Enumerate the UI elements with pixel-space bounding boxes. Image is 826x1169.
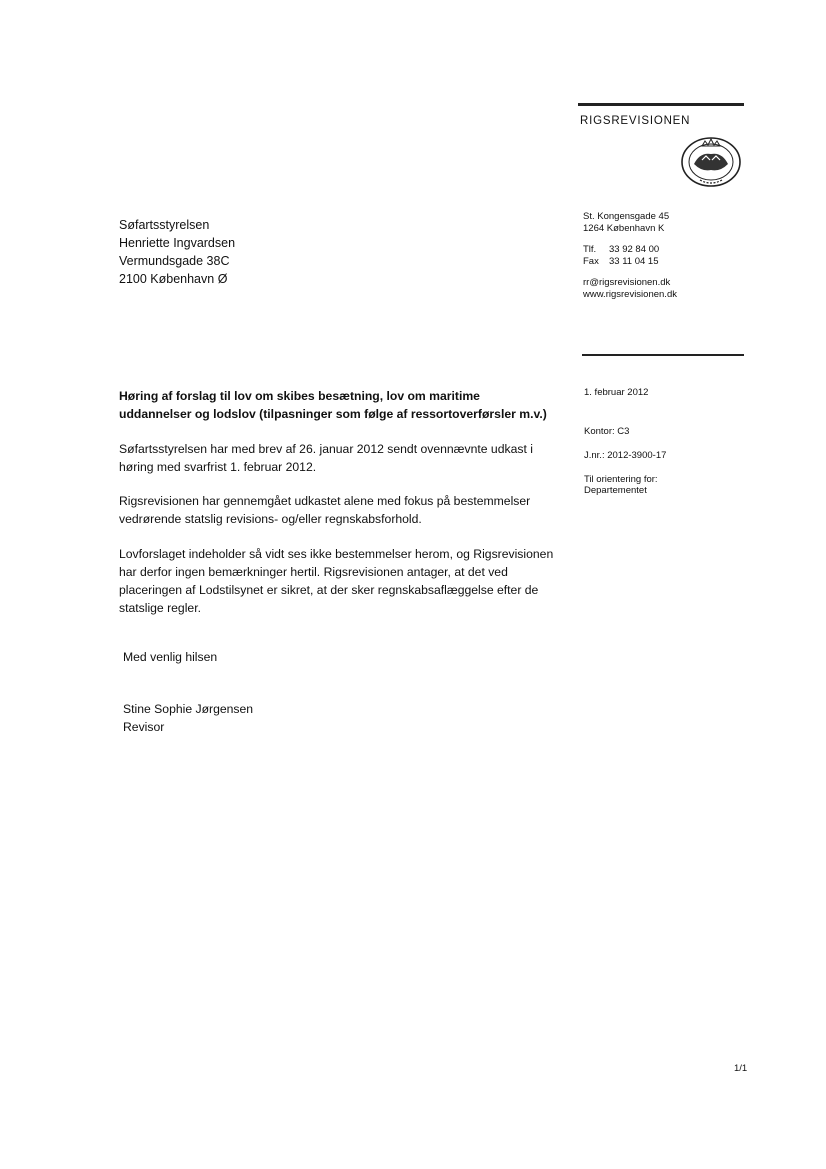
recipient-contact-person: Henriette Ingvardsen	[119, 236, 236, 250]
sender-email: rr@rigsrevisionen.dk	[583, 277, 671, 288]
cc-recipient: Departementet	[584, 485, 647, 496]
sender-postal: 1264 København K	[583, 222, 665, 234]
letterhead-top-rule	[578, 103, 744, 106]
letter-metadata	[584, 387, 666, 496]
sender-street: St. Kongensgade 45	[583, 211, 670, 222]
signer-title: Revisor	[123, 720, 165, 734]
divider-rule	[582, 354, 744, 356]
fax-number: 33 11 04 15	[609, 255, 659, 267]
journal-number: J.nr.: 2012-3900-17	[584, 450, 667, 461]
page-number: 1/1	[734, 1063, 748, 1074]
sender-contact-block	[583, 211, 677, 300]
phone-number: 33 92 84 00	[609, 244, 660, 255]
body-paragraph-2: Rigsrevisionen har gennemgået udkastet alene med fokus på bestemmelser vedrørende statslig revisions- og/eller regnskabsforhold.	[119, 494, 531, 526]
sender-website: www.rigsrevisionen.dk	[583, 288, 677, 300]
closing-greeting: Med venlig hilsen	[123, 650, 218, 664]
sender-phone-line	[583, 244, 677, 256]
signature-block	[123, 700, 253, 736]
recipient-address	[119, 216, 235, 288]
letter-subject: Høring af forslag til lov om skibes besætning, lov om maritime uddannelser og lodslov (tilpasninger som følge af ressortoverførsler m.v.)	[119, 389, 547, 421]
office-code: Kontor: C3	[584, 426, 630, 437]
recipient-street: Vermundsgade 38C	[119, 254, 230, 268]
body-paragraph-3: Lovforslaget indeholder så vidt ses ikke bestemmelser herom, og Rigsrevisionen har derfor ingen bemærkninger hertil. Rigsrevisionen antager, at det ved placeringen af Lodstilsynet er sikret, at der sker regnskabsaflæggelse efter de statslige regler.	[119, 547, 554, 615]
cc-label: Til orientering for:	[584, 474, 658, 485]
letter-date: 1. februar 2012	[584, 387, 649, 398]
organization-name: RIGSREVISIONEN	[580, 115, 691, 127]
body-paragraph-1: Søfartsstyrelsen har med brev af 26. januar 2012 sendt ovennævnte udkast i høring med svarfrist 1. februar 2012.	[119, 442, 533, 474]
phone-label: Tlf.	[583, 244, 597, 255]
recipient-city: 2100 København Ø	[119, 272, 228, 286]
signer-name: Stine Sophie Jørgensen	[123, 702, 254, 716]
parliament-seal-icon	[680, 136, 742, 188]
sender-fax-line	[583, 256, 677, 268]
recipient-name: Søfartsstyrelsen	[119, 218, 210, 232]
fax-label: Fax	[583, 255, 599, 267]
